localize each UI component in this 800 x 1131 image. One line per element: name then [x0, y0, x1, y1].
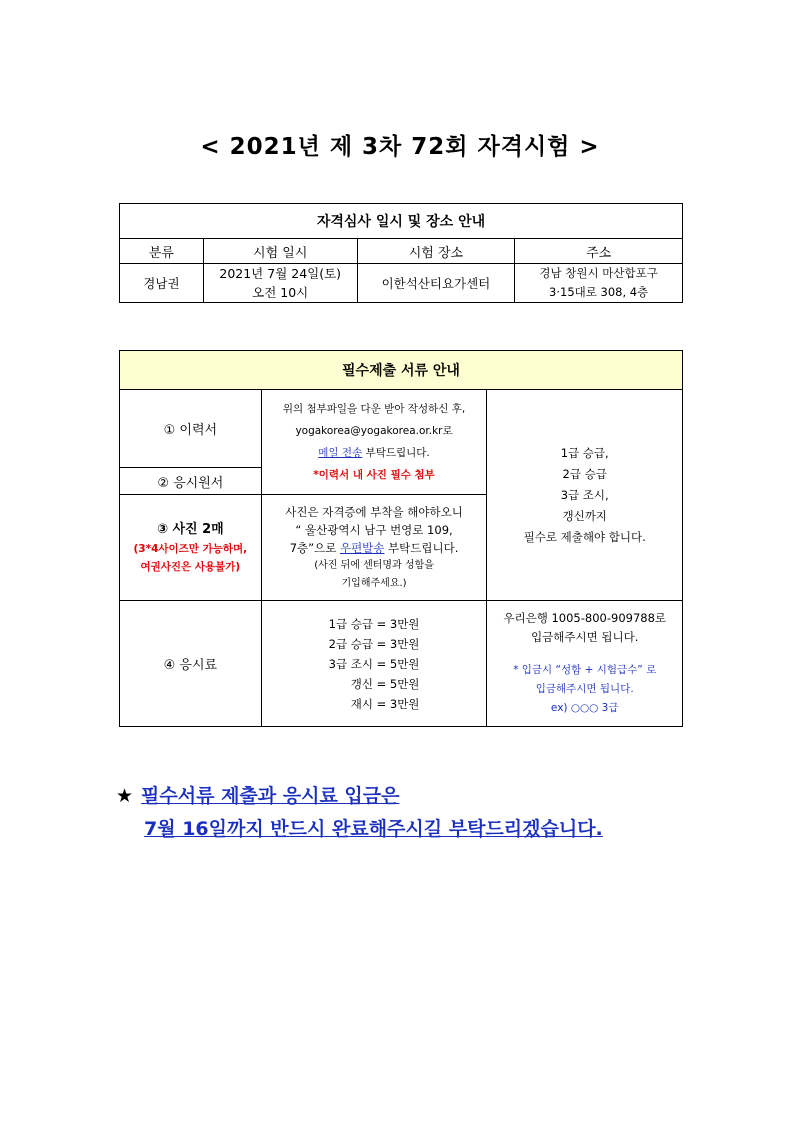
fee-item: 재시 = 3만원	[350, 696, 420, 711]
notice-line: 필수서류 제출과 응시료 입금은	[141, 785, 400, 807]
column-header: 시험 일시	[203, 239, 357, 264]
date-cell	[203, 264, 357, 303]
fee-item: 3급 조시 = 5만원	[328, 656, 420, 671]
note-line: 3급 조시,	[560, 487, 609, 502]
info-line: 부탁드립니다.	[384, 540, 459, 555]
fee-label: ④ 응시료	[120, 601, 262, 727]
bank-note: ex) ○○○ 3급	[550, 702, 619, 714]
documents-table	[119, 350, 683, 727]
address-line: 3·15대로 308, 4층	[549, 285, 649, 299]
photo-warning: *이력서 내 사진 필수 첨부	[313, 469, 435, 481]
date-line: 2021년 7월 24일(토)	[219, 266, 342, 281]
bank-note: 입금해주시면 됩니다.	[535, 683, 634, 695]
deadline-notice	[116, 780, 603, 846]
note-line: 갱신까지	[562, 508, 607, 523]
photo-note: (3*4사이즈만 가능하며,	[133, 542, 248, 555]
email-address: yogakorea@yogakorea.or.kr로	[295, 425, 453, 437]
info-line: (사진 뒤에 센터명과 성함을	[314, 559, 434, 571]
column-header: 분류	[120, 239, 204, 264]
documents-header: 필수제출 서류 안내	[120, 351, 683, 390]
photo-label: ③ 사진 2매	[156, 521, 224, 537]
info-line: 7층”으로	[289, 540, 340, 555]
star-icon: ★	[116, 785, 134, 807]
bank-account: 우리은행 1005-800-909788로	[503, 611, 667, 625]
fee-list	[261, 601, 487, 727]
page-title: < 2021년 제 3차 72회 자격시험 >	[200, 134, 600, 160]
info-line: 위의 첨부파일을 다운 받아 작성하신 후,	[282, 403, 466, 415]
bank-note: * 입금시 “성함 + 시험급수” 로	[513, 664, 657, 676]
resume-label: ① 이력서	[120, 390, 262, 468]
info-line: 부탁드립니다.	[362, 447, 430, 459]
notice-line: 7월 16일까지 반드시 완료해주시길 부탁드리겠습니다.	[144, 818, 603, 840]
photo-info	[261, 495, 487, 601]
schedule-header: 자격심사 일시 및 장소 안내	[120, 204, 683, 239]
info-line: “ 울산광역시 남구 번영로 109,	[295, 522, 453, 537]
required-note	[487, 390, 683, 601]
info-line: 기입해주세요.)	[341, 577, 407, 589]
info-line: 사진은 자격증에 부착을 해야하오니	[285, 504, 463, 519]
fee-item: 갱신 = 5만원	[350, 676, 420, 691]
post-link[interactable]: 우편발송	[339, 540, 385, 555]
category-cell: 경남권	[120, 264, 204, 303]
photo-note: 여권사진은 사용불가)	[140, 560, 241, 573]
address-cell	[515, 264, 683, 303]
fee-item: 2급 승급 = 3만원	[328, 636, 420, 651]
fee-item: 1급 승급 = 3만원	[328, 616, 420, 631]
column-header: 시험 장소	[357, 239, 515, 264]
note-line: 2급 승급	[562, 466, 607, 481]
note-line: 필수로 제출해야 합니다.	[523, 529, 646, 544]
photo-label-cell	[120, 495, 262, 601]
mail-link[interactable]: 메일 전송	[318, 447, 363, 459]
schedule-table	[119, 203, 683, 303]
note-line: 1급 승급,	[560, 445, 609, 460]
table-row	[120, 264, 683, 303]
address-line: 경남 창원시 마산합포구	[539, 266, 658, 280]
column-header: 주소	[515, 239, 683, 264]
bank-line: 입금해주시면 됩니다.	[531, 630, 639, 644]
place-cell: 이한석산티요가센터	[357, 264, 515, 303]
application-label: ② 응시원서	[120, 468, 262, 495]
resume-info	[261, 390, 487, 495]
time-line: 오전 10시	[252, 285, 309, 300]
bank-info	[487, 601, 683, 727]
